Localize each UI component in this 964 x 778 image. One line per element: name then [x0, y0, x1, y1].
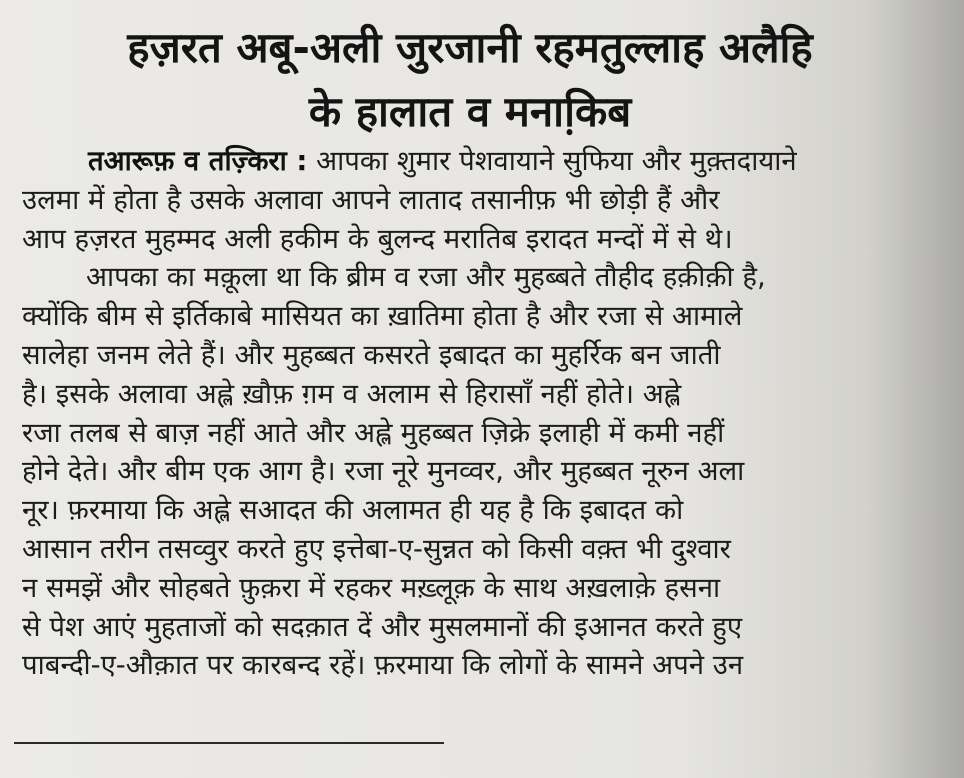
paragraph-line: आसान तरीन तसव्वुर करते हुए इत्तेबा-ए-सुन्नत को किसी वक़्त भी दुश्वार	[22, 532, 731, 565]
paragraph-line: उलमा में होता है उसके अलावा आपने लाताद तसानीफ़ भी छोड़ी हैं और	[22, 183, 720, 216]
paragraph-line: क्योंकि बीम से इर्तिकाबे मासियत का ख़ातिमा होता है और रजा से आमाले	[22, 300, 743, 333]
chapter-title-line-2: के हालात व मनाकि़ब	[308, 87, 632, 136]
paragraph-line: से पेश आएं मुहताजों को सदक़ात दें और मुसलमानों की इआनत करते हुए	[22, 610, 743, 643]
paragraph-line: आपका का मक़ूला था कि ब्रीम व रजा और मुहब्बते तौहीद हक़ीक़ी है,	[86, 261, 766, 294]
paragraph-line: होने देते। और बीम एक आग है। रजा नूरे मुनव्वर, और मुहब्बत नूरुन अला	[22, 455, 745, 488]
paragraph-line: आप हज़रत मुहम्मद अली हकीम के बुलन्द मरातिब इरादत मन्दों में से थे।	[22, 222, 733, 255]
paragraph-line: रजा तलब से बाज़ नहीं आते और अह्ले मुहब्बत ज़िक्रे इलाही में कमी नहीं	[22, 416, 725, 449]
paragraph-line: पाबन्दी-ए-औक़ात पर कारबन्द रहें। फ़रमाया कि लोगों के सामने अपने उन	[22, 649, 744, 682]
underline-rule	[14, 742, 444, 744]
paragraph-line: है। इसके अलावा अह्ले ख़ौफ़ ग़म व अलाम से हिरासाँ नहीं होते। अह्ले	[22, 377, 681, 410]
paragraph-line: तआरूफ़ व तज़्किरा : आपका शुमार पेशवायाने सुफिया और मुक़्तदायाने	[88, 145, 797, 177]
paragraph-line: नूर। फ़रमाया कि अह्ले सआदत की अलामत ही यह है कि इबादत को	[22, 494, 684, 527]
section-heading: तआरूफ़ व तज़्किरा :	[88, 145, 308, 177]
paragraph-line: न समझें और सोहबते फ़ुक़रा में रहकर मख़्लूक़ के साथ अख़लाक़े हसना	[22, 571, 721, 604]
paragraph-line: सालेहा जनम लेते हैं। और मुहब्बत कसरते इबादत का मुहर्रिक बन जाती	[22, 338, 721, 371]
chapter-title-line-1: हज़रत अबू-अली जुरजानी रहमतुल्लाह अलैहि	[127, 23, 813, 72]
body-text	[22, 142, 910, 685]
